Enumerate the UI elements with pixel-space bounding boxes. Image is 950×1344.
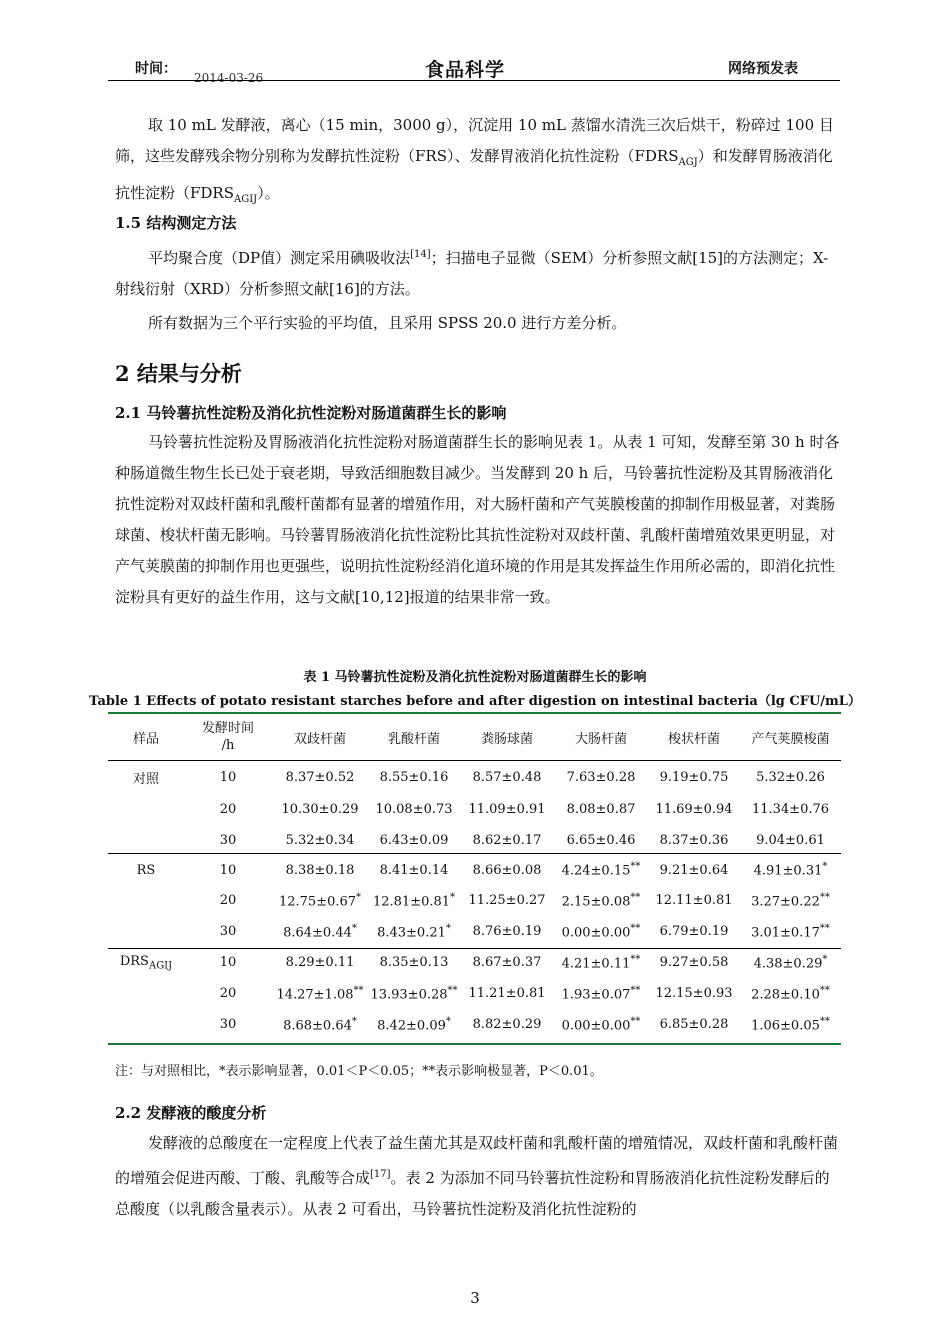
table-row bbox=[108, 947, 841, 978]
significance-marker: * bbox=[445, 1015, 451, 1027]
value-cell bbox=[272, 947, 368, 978]
value-text: 11.09±0.91 bbox=[468, 802, 546, 817]
page-number: 3 bbox=[470, 1289, 480, 1307]
value-text: 8.37±0.36 bbox=[659, 832, 729, 848]
value-text: 8.62±0.17 bbox=[472, 832, 542, 848]
value-cell bbox=[460, 761, 554, 794]
value-text: 7.63±0.28 bbox=[566, 770, 636, 785]
header-date: 2014-03-26 bbox=[194, 71, 264, 85]
col-header-ecoli: 大肠杆菌 bbox=[574, 731, 627, 747]
header-online-label: 网络预发表 bbox=[728, 61, 798, 77]
journal-title: 食品科学 bbox=[425, 59, 506, 81]
value-text: 2.15±0.08 bbox=[561, 894, 631, 910]
value-text: 6.65±0.46 bbox=[566, 832, 636, 848]
time-cell: 30 bbox=[219, 924, 237, 939]
value-cell bbox=[648, 794, 740, 825]
table-header-row bbox=[108, 713, 841, 761]
value-cell bbox=[368, 916, 460, 947]
time-cell: 30 bbox=[219, 1017, 237, 1032]
value-cell bbox=[368, 947, 460, 978]
table-row bbox=[108, 855, 841, 885]
value-text: 9.04±0.61 bbox=[756, 832, 825, 848]
heading-2-2: 2.2 发酵液的酸度分析 bbox=[115, 1104, 267, 1122]
p2-citation: [14] bbox=[410, 249, 431, 260]
group-label-empty bbox=[108, 978, 184, 1009]
value-text: 6.79±0.19 bbox=[659, 924, 729, 939]
value-text: 6.85±0.28 bbox=[659, 1017, 729, 1032]
value-cell bbox=[460, 916, 554, 947]
group-label-empty bbox=[108, 794, 184, 825]
data-table bbox=[108, 713, 841, 1040]
value-text: 2.28±0.10 bbox=[751, 987, 820, 1003]
col-header-time bbox=[184, 713, 272, 761]
group-label-empty bbox=[108, 825, 184, 855]
value-text: 8.68±0.64 bbox=[283, 1018, 352, 1034]
time-cell: 20 bbox=[219, 893, 237, 908]
significance-marker: * bbox=[450, 891, 456, 903]
group-label-empty bbox=[108, 1009, 184, 1040]
value-cell bbox=[740, 1009, 841, 1040]
value-cell bbox=[368, 1009, 460, 1040]
value-text: 11.69±0.94 bbox=[655, 802, 733, 817]
time-cell: 10 bbox=[219, 955, 237, 970]
value-cell bbox=[272, 885, 368, 916]
value-cell bbox=[648, 1009, 740, 1040]
value-cell bbox=[554, 825, 648, 855]
col-header-time-line2: /h bbox=[221, 738, 235, 753]
significance-marker: ** bbox=[819, 891, 830, 903]
col-header-fusobacterium: 梭状杆菌 bbox=[667, 731, 720, 747]
value-text: 11.25±0.27 bbox=[468, 893, 546, 908]
value-cell bbox=[272, 1009, 368, 1040]
value-cell bbox=[368, 794, 460, 825]
value-cell bbox=[272, 825, 368, 855]
value-cell bbox=[740, 916, 841, 947]
value-text: 5.32±0.34 bbox=[285, 832, 355, 848]
value-cell bbox=[740, 885, 841, 916]
significance-marker: ** bbox=[353, 984, 364, 996]
significance-marker: * bbox=[351, 1015, 357, 1027]
value-text: 13.93±0.28 bbox=[370, 987, 448, 1003]
value-text: 8.67±0.37 bbox=[472, 955, 542, 970]
group-name: 对照 bbox=[132, 772, 159, 787]
value-cell bbox=[648, 978, 740, 1009]
p2b-text: ；扫描电子显微（SEM）分析参照文献[15]的方法测定；X-射线衍射（XRD）分析参照文献[16]的方法。 bbox=[115, 249, 829, 298]
value-cell bbox=[368, 978, 460, 1009]
value-text: 0.00±0.00 bbox=[561, 925, 631, 941]
value-text: 9.19±0.75 bbox=[659, 770, 729, 785]
significance-marker: * bbox=[822, 953, 828, 965]
value-text: 10.08±0.73 bbox=[375, 802, 453, 817]
significance-marker: ** bbox=[819, 922, 830, 934]
value-cell bbox=[740, 947, 841, 978]
time-cell: 20 bbox=[219, 986, 237, 1001]
value-text: 8.29±0.11 bbox=[285, 955, 355, 970]
value-text: 9.21±0.64 bbox=[659, 862, 729, 878]
value-text: 14.27±1.08 bbox=[276, 987, 354, 1003]
value-text: 1.06±0.05 bbox=[751, 1018, 820, 1034]
value-cell bbox=[272, 978, 368, 1009]
value-cell bbox=[272, 794, 368, 825]
value-text: 4.24±0.15 bbox=[561, 863, 631, 879]
value-text: 12.81±0.81 bbox=[372, 894, 451, 910]
paragraph-results-2-1: 马铃薯抗性淀粉及胃肠液消化抗性淀粉对肠道菌群生长的影响见表 1。从表 1 可知，发酵至第 30 h 时各种肠道微生物生长已处于衰老期，导致活细胞数目减少。当发酵到 20 h 后，马铃薯抗性淀粉及其胃肠液消化抗性淀粉对双歧杆菌和乳酸杆菌都有显著的增殖作用，对大肠杆菌和产气荚膜梭菌的抑制作用极显著，对粪肠球菌、梭状杆菌无影响。马铃薯胃肠液消化抗性淀粉比其抗性淀粉对双歧杆菌、乳酸杆菌增殖效果更明显，对产气荚膜菌的抑制作用也更强些，说明抗性淀粉经消化道环境的作用是其发挥益生作用所必需的，即消化抗性淀粉具有更好的益生作用，这与文献[10,12]报道的结果非常一致。 bbox=[115, 433, 840, 606]
table-row bbox=[108, 825, 841, 855]
value-text: 12.11±0.81 bbox=[655, 893, 733, 908]
value-text: 8.76±0.19 bbox=[472, 924, 542, 939]
value-cell bbox=[740, 978, 841, 1009]
value-text: 3.27±0.22 bbox=[751, 894, 820, 910]
value-cell bbox=[648, 825, 740, 855]
p1-subscript-1: AGJ bbox=[678, 157, 698, 168]
paragraph-acidity bbox=[115, 1128, 840, 1225]
table-caption-cn: 表 1 马铃薯抗性淀粉及消化抗性淀粉对肠道菌群生长的影响 bbox=[303, 670, 647, 685]
table-row bbox=[108, 978, 841, 1009]
value-text: 4.91±0.31 bbox=[753, 863, 823, 879]
value-cell bbox=[460, 885, 554, 916]
value-cell bbox=[460, 978, 554, 1009]
value-cell bbox=[368, 855, 460, 885]
value-text: 8.08±0.87 bbox=[566, 802, 636, 817]
value-text: 6.43±0.09 bbox=[379, 832, 449, 848]
value-text: 8.43±0.21 bbox=[377, 925, 446, 941]
col-header-clostridium: 产气荚膜梭菌 bbox=[751, 731, 830, 747]
value-cell bbox=[368, 761, 460, 794]
value-text: 11.21±0.81 bbox=[468, 986, 546, 1001]
p1-mid-text: ）和发酵胃肠液消化抗性淀粉（FDRS bbox=[115, 147, 833, 202]
significance-marker: ** bbox=[630, 891, 641, 903]
value-text: 12.75±0.67 bbox=[278, 894, 357, 910]
value-cell bbox=[648, 885, 740, 916]
col-header-enterococcus: 粪肠球菌 bbox=[480, 731, 533, 747]
table-caption-en: Table 1 Effects of potato resistant starches before and after digestion on intestinal bacteria（lg CFU/mL） bbox=[89, 694, 861, 709]
significance-marker: ** bbox=[630, 984, 641, 996]
paragraph-statistics: 所有数据为三个平行实验的平均值，且采用 SPSS 20.0 进行方差分析。 bbox=[148, 314, 627, 332]
group-name: DRS bbox=[119, 953, 149, 969]
group-label-empty bbox=[108, 885, 184, 916]
value-cell bbox=[554, 1009, 648, 1040]
value-text: 3.01±0.17 bbox=[751, 925, 820, 941]
group-label bbox=[108, 947, 184, 978]
table-row bbox=[108, 885, 841, 916]
value-cell bbox=[554, 761, 648, 794]
value-cell bbox=[740, 825, 841, 855]
time-cell: 10 bbox=[219, 770, 237, 785]
significance-marker: ** bbox=[630, 922, 641, 934]
value-text: 8.42±0.09 bbox=[377, 1018, 446, 1034]
value-text: 5.32±0.26 bbox=[756, 770, 825, 785]
table-bottom-rule bbox=[108, 1043, 841, 1045]
time-cell: 30 bbox=[219, 832, 237, 848]
col-header-sample: 样品 bbox=[132, 731, 159, 747]
value-cell bbox=[648, 916, 740, 947]
table-note: 注：与对照相比，*表示影响显著，0.01＜P＜0.05；**表示影响极显著，P＜0.01。 bbox=[115, 1064, 603, 1079]
value-cell bbox=[460, 947, 554, 978]
value-text: 4.21±0.11 bbox=[561, 956, 631, 972]
value-cell bbox=[648, 947, 740, 978]
value-cell bbox=[554, 794, 648, 825]
paragraph-fermentation-residue bbox=[115, 110, 840, 215]
value-cell bbox=[272, 916, 368, 947]
value-text: 0.00±0.00 bbox=[561, 1018, 631, 1034]
value-text: 1.93±0.07 bbox=[561, 987, 631, 1003]
significance-marker: ** bbox=[819, 1015, 830, 1027]
significance-marker: ** bbox=[630, 953, 641, 965]
table-row bbox=[108, 761, 841, 794]
header-time-label: 时间： bbox=[135, 61, 177, 77]
time-cell: 10 bbox=[219, 862, 237, 878]
value-cell bbox=[648, 761, 740, 794]
value-cell bbox=[272, 855, 368, 885]
value-text: 8.35±0.13 bbox=[379, 955, 449, 970]
significance-marker: * bbox=[445, 922, 451, 934]
col-header-lactobacillus: 乳酸杆菌 bbox=[387, 731, 440, 747]
significance-marker: ** bbox=[447, 984, 458, 996]
paragraph-structure-methods bbox=[115, 239, 840, 305]
value-cell bbox=[460, 794, 554, 825]
value-cell bbox=[272, 761, 368, 794]
heading-2-1: 2.1 马铃薯抗性淀粉及消化抗性淀粉对肠道菌群生长的影响 bbox=[115, 404, 507, 422]
table-row bbox=[108, 1009, 841, 1040]
value-cell bbox=[648, 855, 740, 885]
value-text: 10.30±0.29 bbox=[281, 802, 359, 817]
significance-marker: * bbox=[822, 861, 828, 873]
value-text: 11.34±0.76 bbox=[751, 802, 830, 817]
group-name-subscript: AGIJ bbox=[148, 960, 173, 972]
group-label bbox=[108, 761, 184, 794]
value-cell bbox=[554, 885, 648, 916]
p1-end-text: ）。 bbox=[257, 184, 280, 202]
group-label-empty bbox=[108, 916, 184, 947]
significance-marker: ** bbox=[630, 861, 641, 873]
value-cell bbox=[554, 916, 648, 947]
col-header-bifidobacterium: 双歧杆菌 bbox=[293, 731, 346, 747]
value-cell bbox=[554, 855, 648, 885]
table-row bbox=[108, 794, 841, 825]
significance-marker: ** bbox=[630, 1015, 641, 1027]
group-name: RS bbox=[136, 862, 156, 878]
value-text: 8.41±0.14 bbox=[379, 862, 449, 878]
value-cell bbox=[368, 825, 460, 855]
significance-marker: ** bbox=[819, 984, 830, 996]
table-row bbox=[108, 916, 841, 947]
value-text: 8.82±0.29 bbox=[472, 1017, 542, 1032]
value-text: 8.64±0.44 bbox=[283, 925, 352, 941]
heading-1-5: 1.5 结构测定方法 bbox=[115, 214, 237, 232]
value-cell bbox=[460, 825, 554, 855]
value-text: 4.38±0.29 bbox=[753, 956, 823, 972]
group-label bbox=[108, 855, 184, 885]
header-rule bbox=[108, 80, 840, 81]
time-cell: 20 bbox=[219, 802, 237, 817]
value-cell bbox=[460, 855, 554, 885]
value-cell bbox=[460, 1009, 554, 1040]
value-cell bbox=[740, 794, 841, 825]
value-cell bbox=[554, 978, 648, 1009]
value-cell bbox=[368, 885, 460, 916]
p5b-text: 。表 2 为添加不同马铃薯抗性淀粉和胃肠液消化抗性淀粉发酵后的总酸度（以乳酸含量表示）。从表 2 可看出，马铃薯抗性淀粉及消化抗性淀粉的 bbox=[115, 1169, 830, 1218]
col-header-time-line1: 发酵时间 bbox=[201, 721, 254, 736]
value-text: 8.55±0.16 bbox=[379, 770, 449, 785]
value-text: 8.57±0.48 bbox=[472, 770, 542, 785]
value-text: 8.37±0.52 bbox=[285, 770, 355, 785]
p5-citation: [17] bbox=[370, 1169, 391, 1180]
p5a-text: 发酵液的总酸度在一定程度上代表了益生菌尤其是双歧杆菌和乳酸杆菌的增殖情况，双歧杆菌和乳酸杆菌的增殖会促进丙酸、丁酸、乳酸等合成 bbox=[115, 1134, 839, 1187]
value-text: 8.38±0.18 bbox=[285, 862, 355, 878]
heading-2: 2 结果与分析 bbox=[115, 361, 242, 386]
value-text: 9.27±0.58 bbox=[659, 955, 729, 970]
value-cell bbox=[554, 947, 648, 978]
value-cell bbox=[740, 761, 841, 794]
value-text: 12.15±0.93 bbox=[655, 986, 733, 1001]
value-cell bbox=[740, 855, 841, 885]
significance-marker: * bbox=[356, 891, 362, 903]
significance-marker: * bbox=[351, 922, 357, 934]
p1-text: 取 10 mL 发酵液，离心（15 min，3000 g），沉淀用 10 mL 蒸馏水清洗三次后烘干，粉碎过 100 目筛，这些发酵残余物分别称为发酵抗性淀粉（FRS）、发酵胃液消化抗性淀粉（FDRS bbox=[115, 116, 834, 165]
p1-subscript-2: AGIJ bbox=[234, 194, 258, 205]
value-text: 8.66±0.08 bbox=[472, 862, 542, 878]
p2a-text: 平均聚合度（DP值）测定采用碘吸收法 bbox=[148, 249, 411, 267]
